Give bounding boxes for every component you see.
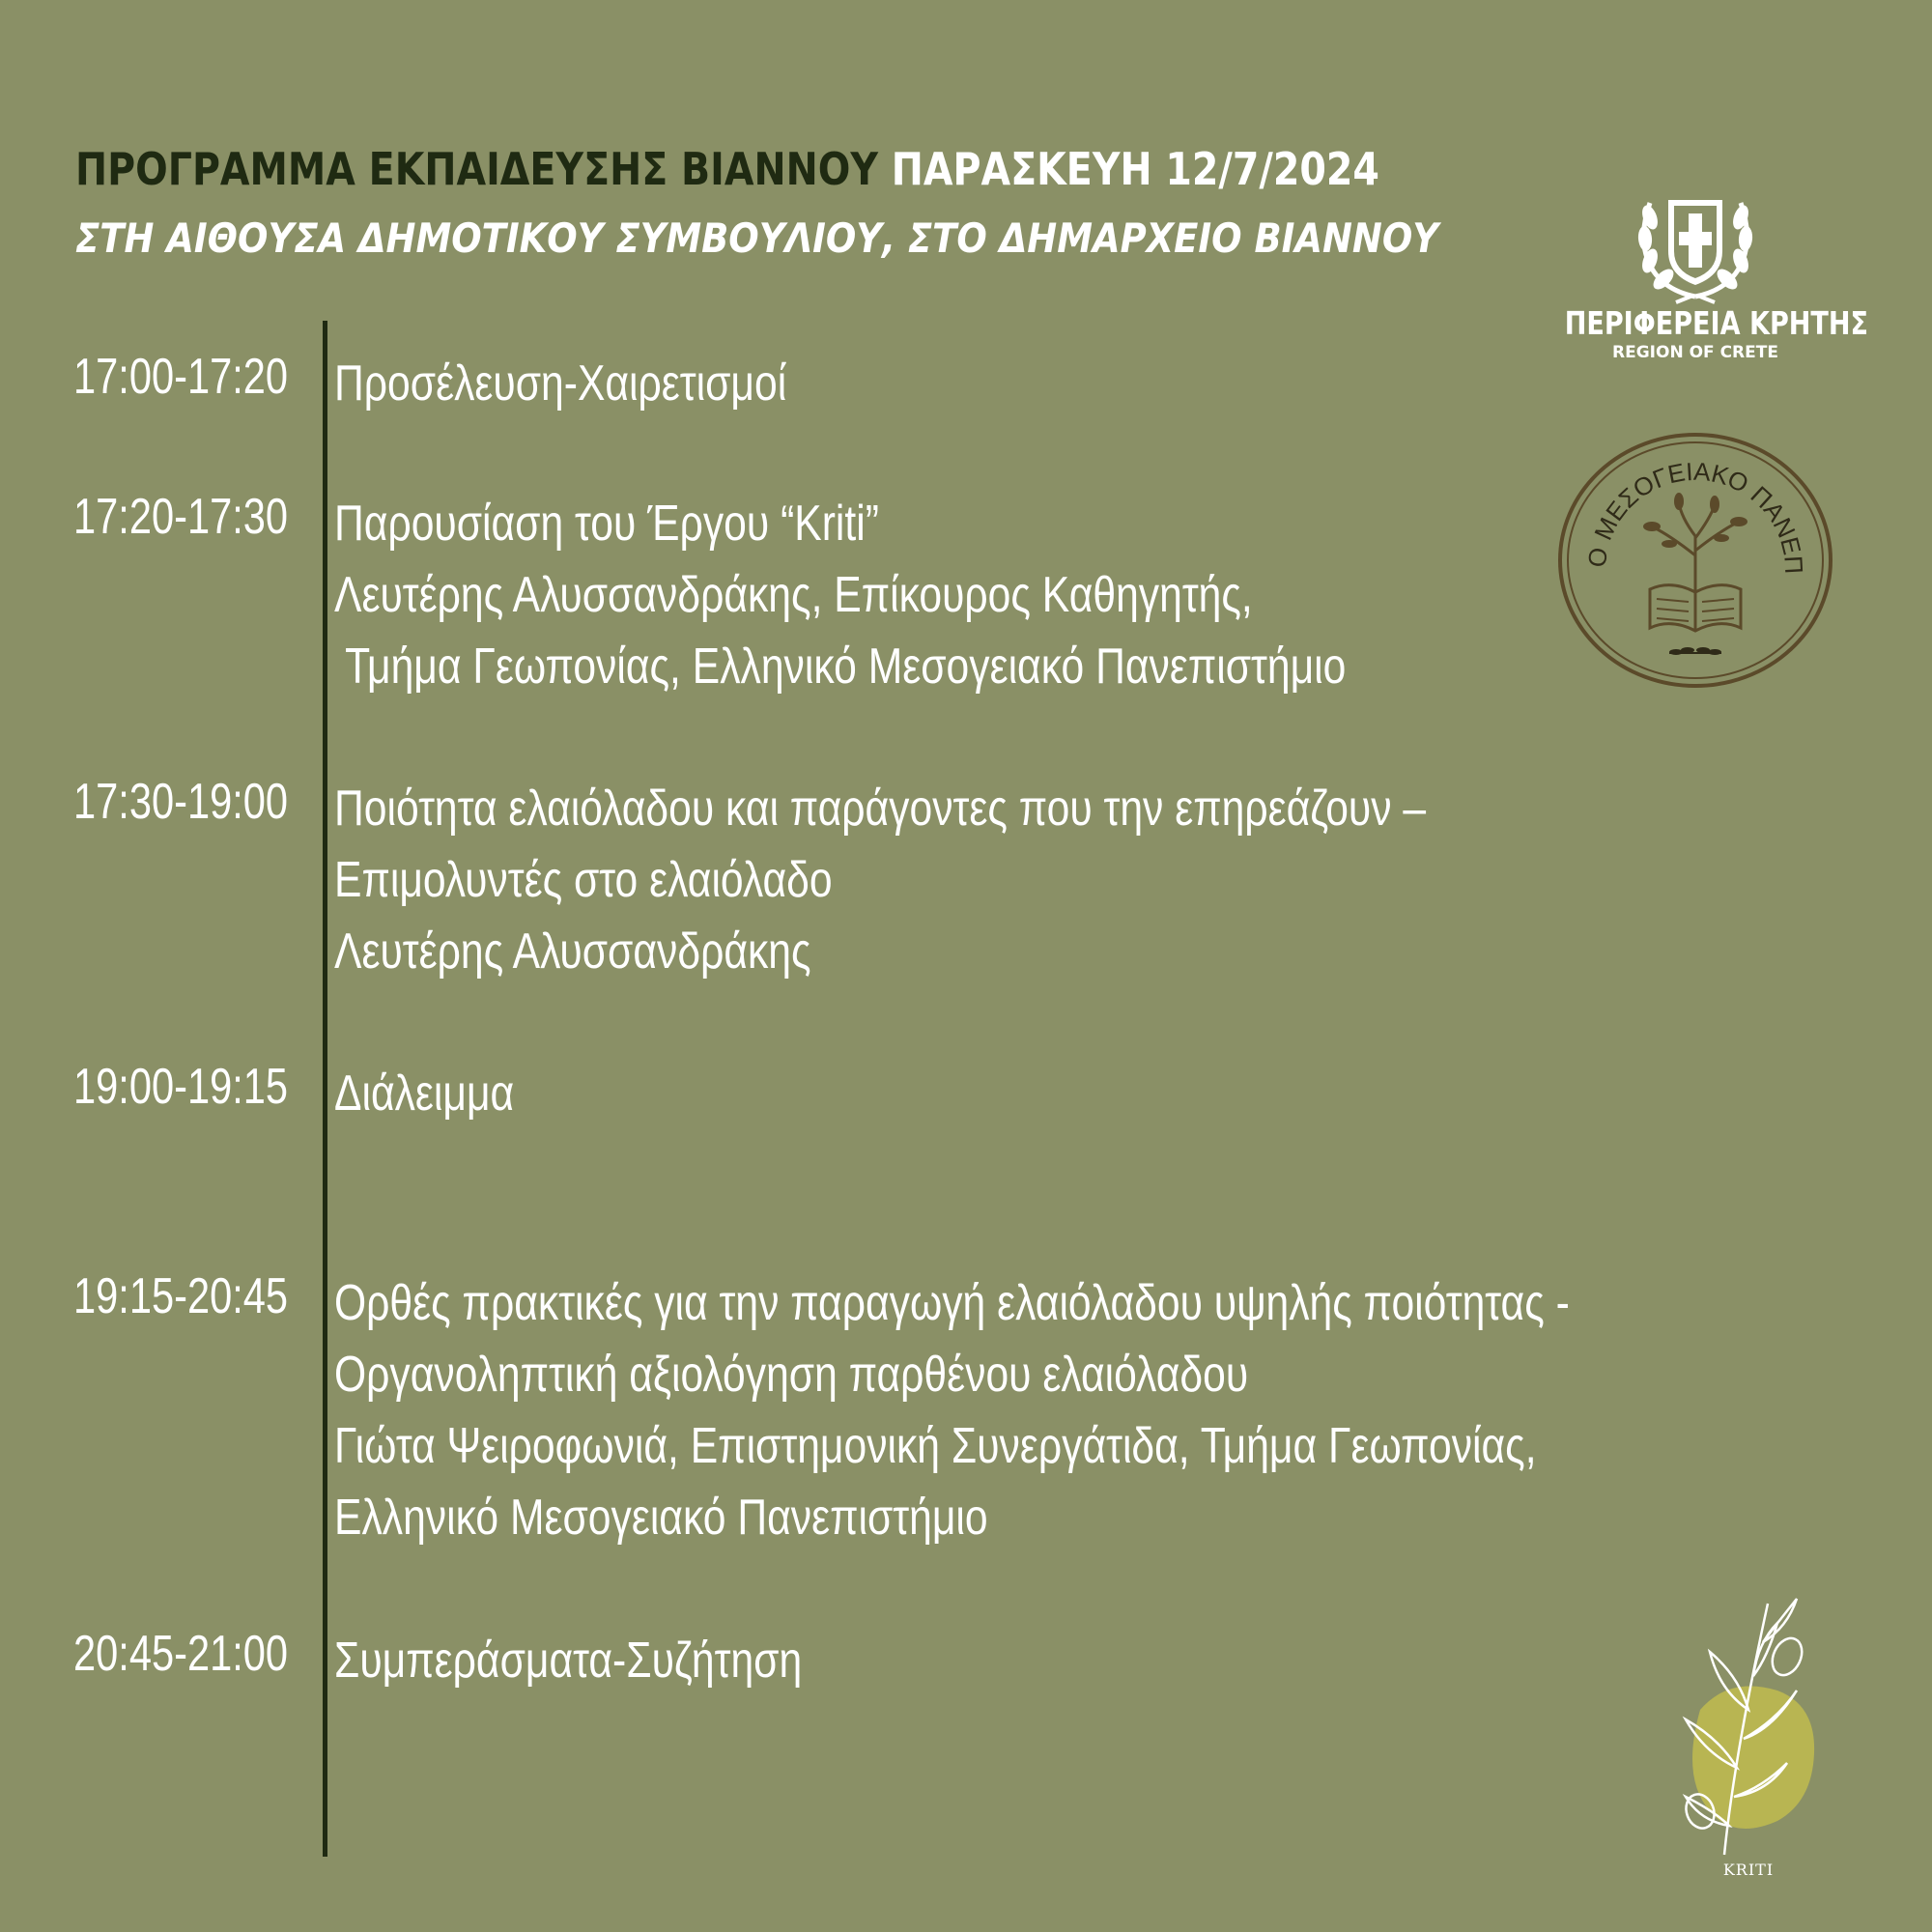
timeline-divider (323, 321, 327, 1857)
schedule-line: Οργανοληπτική αξιολόγηση παρθένου ελαιόλαδου (334, 1347, 1249, 1403)
page-subtitle: ΣΤΗ ΑΙΘΟΥΣΑ ΔΗΜΟΤΙΚΟΥ ΣΥΜΒΟΥΛΙΟΥ, ΣΤΟ ΔΗΜΑΡΧΕΙΟ ΒΙΑΝΝΟΥ (75, 214, 1439, 262)
title-location: ΠΡΟΓΡΑΜΜΑ ΕΚΠΑΙΔΕΥΣΗΣ ΒΙΑΝΝΟΥ (75, 143, 892, 195)
greek-emblem-icon (1536, 179, 1855, 304)
schedule-line: Λευτέρης Αλυσσανδράκης, Επίκουρος Καθηγητής, (334, 567, 1253, 623)
schedule-description (334, 1625, 802, 1696)
kriti-label: KRITI (1722, 1861, 1775, 1879)
university-seal-icon (1555, 430, 1835, 691)
region-of-crete-subtitle: REGION OF CRETE (1612, 343, 1778, 362)
kriti-project-logo (1642, 1584, 1855, 1884)
schedule-line: Προσέλευση-Χαιρετισμοί (334, 355, 787, 412)
schedule-description (334, 773, 1426, 987)
schedule-time: 17:20-17:30 (73, 489, 289, 545)
university-seal-text: Ο ΜΕΣΟΓΕΙΑΚΟ ΠΑΝΕΠ (1581, 456, 1809, 575)
schedule-line: Συμπεράσματα-Συζήτηση (334, 1633, 803, 1689)
schedule-time: 17:00-17:20 (73, 349, 289, 405)
hellenic-mediterranean-university-logo (1555, 430, 1835, 691)
schedule-description (334, 488, 1346, 702)
schedule-time: 20:45-21:00 (73, 1626, 289, 1682)
schedule-line: Τμήμα Γεωπονίας, Ελληνικό Μεσογειακό Πανεπιστήμιο (334, 639, 1347, 695)
schedule-description (334, 348, 786, 419)
schedule-line: Διάλειμμα (334, 1065, 515, 1122)
schedule-line: Επιμολυντές στο ελαιόλαδο (334, 852, 833, 908)
region-of-crete-logo (1536, 179, 1869, 362)
schedule-description (334, 1267, 1570, 1553)
schedule-description (334, 1058, 514, 1129)
schedule-line: Ορθές πρακτικές για την παραγωγή ελαιόλαδου υψηλής ποιότητας - (334, 1275, 1570, 1331)
schedule-time: 17:30-19:00 (73, 774, 289, 830)
title-date: ΠΑΡΑΣΚΕΥΗ 12/7/2024 (891, 143, 1379, 195)
schedule-time: 19:15-20:45 (73, 1268, 289, 1324)
olive-branch-icon (1642, 1584, 1855, 1864)
schedule-line: Γιώτα Ψειροφωνιά, Επιστημονική Συνεργάτιδα, Τμήμα Γεωπονίας, (334, 1418, 1537, 1474)
schedule-line: Ελληνικό Μεσογειακό Πανεπιστήμιο (334, 1490, 988, 1546)
schedule-time: 19:00-19:15 (73, 1059, 289, 1115)
page-title (75, 143, 1379, 195)
schedule-line: Παρουσίαση του Έργου “Kriti” (334, 496, 879, 552)
region-of-crete-name: ΠΕΡΙΦΕΡΕΙΑ ΚΡΗΤΗΣ (1564, 304, 1869, 342)
schedule-line: Λευτέρης Αλυσσανδράκης (334, 923, 811, 980)
schedule-line: Ποιότητα ελαιόλαδου και παράγοντες που την επηρεάζουν – (334, 781, 1427, 837)
